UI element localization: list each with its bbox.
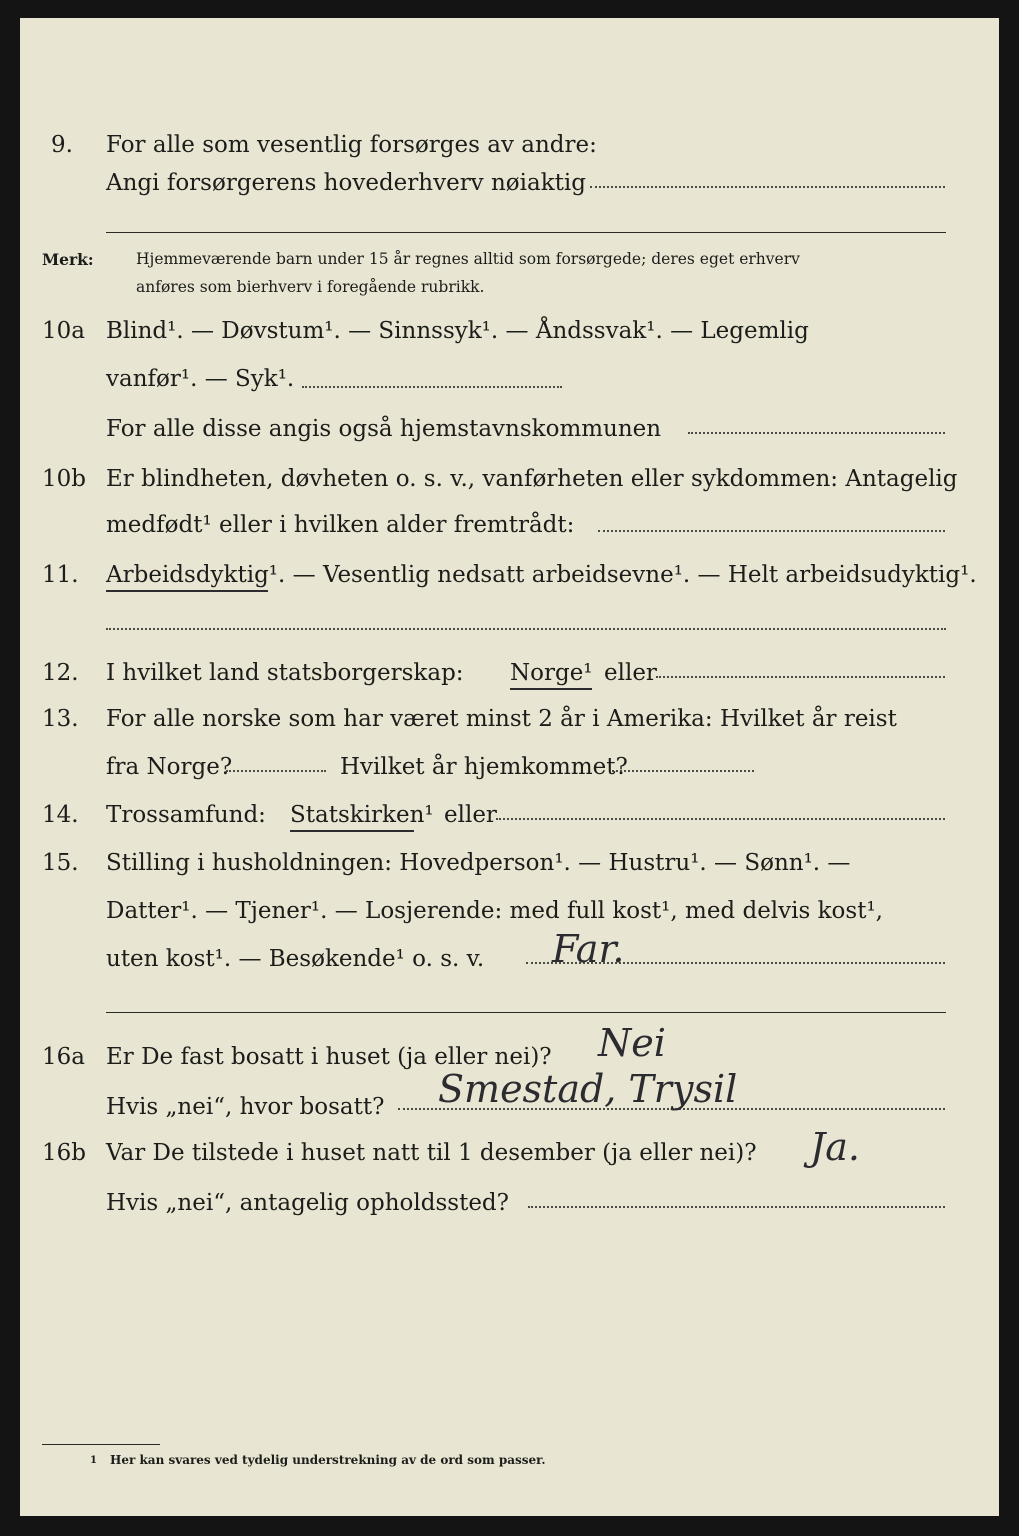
q9-line2: Angi forsørgerens hovederhverv nøiaktig	[106, 170, 586, 196]
q10a-hjemstavn-line[interactable]	[688, 432, 945, 434]
q13-reist-line[interactable]	[226, 770, 326, 772]
q10b-number: 10b	[42, 466, 86, 492]
footnote-text: Her kan svares ved tydelig understrekning av de ord som passer.	[110, 1453, 546, 1467]
q14-number: 14.	[42, 802, 79, 828]
q16a-number: 16a	[42, 1044, 85, 1070]
q15-number: 15.	[42, 850, 79, 876]
q13-line2b: Hvilket år hjemkommet?	[340, 754, 628, 780]
q15-separator	[106, 1012, 946, 1013]
q16b-number: 16b	[42, 1140, 86, 1166]
q11-answer-line[interactable]	[106, 628, 946, 630]
q10b-line2: medfødt¹ eller i hvilken alder fremtrådt:	[106, 512, 575, 538]
q10b-line1: Er blindheten, døvheten o. s. v., vanførheten eller sykdommen: Antagelig	[106, 466, 958, 492]
q14-handwritten-underline	[290, 830, 414, 832]
q14-answer-line[interactable]	[496, 818, 945, 820]
q16a-handwritten-answer2: Smestad, Trysil	[438, 1067, 738, 1111]
q9-separator	[106, 232, 946, 233]
q11-handwritten-underline	[106, 590, 268, 592]
q15-line3: uten kost¹. — Besøkende¹ o. s. v.	[106, 946, 485, 972]
q13-hjemkommet-line[interactable]	[612, 770, 754, 772]
q15-line1: Stilling i husholdningen: Hovedperson¹. — Hustru¹. — Sønn¹. —	[106, 850, 851, 876]
q12-text: I hvilket land statsborgerskap:	[106, 660, 464, 686]
merk-line2: anføres som bierhverv i foregående rubrikk.	[136, 278, 485, 296]
q12-eller: eller	[604, 660, 657, 686]
q13-line1: For alle norske som har været minst 2 år i Amerika: Hvilket år reist	[106, 706, 897, 732]
q11-line1: Arbeidsdyktig¹. — Vesentlig nedsatt arbeidsevne¹. — Helt arbeidsudyktig¹.	[106, 562, 977, 588]
q14-statskirken: Statskirken¹	[290, 802, 434, 828]
merk-line1: Hjemmeværende barn under 15 år regnes alltid som forsørgede; deres eget erhverv	[136, 250, 800, 268]
q16a-line1: Er De fast bosatt i huset (ja eller nei)?	[106, 1044, 552, 1070]
q13-number: 13.	[42, 706, 79, 732]
q16b-handwritten-answer1: Ja.	[810, 1125, 860, 1169]
q10a-number: 10a	[42, 318, 85, 344]
q9-number: 9.	[51, 132, 73, 158]
q11-number: 11.	[42, 562, 79, 588]
census-form-page	[20, 18, 999, 1516]
q12-answer-line[interactable]	[656, 676, 945, 678]
q14-eller: eller	[444, 802, 497, 828]
q10a-line3: For alle disse angis også hjemstavnskommunen	[106, 416, 662, 442]
q12-number: 12.	[42, 660, 79, 686]
q14-text: Trossamfund:	[106, 802, 266, 828]
q16a-handwritten-answer1: Nei	[598, 1021, 666, 1065]
q9-line1: For alle som vesentlig forsørges av andre:	[106, 132, 597, 158]
q13-line2a: fra Norge?	[106, 754, 233, 780]
q16b-line1: Var De tilstede i huset natt til 1 desember (ja eller nei)?	[106, 1140, 757, 1166]
q10a-line1: Blind¹. — Døvstum¹. — Sinnssyk¹. — Åndssvak¹. — Legemlig	[106, 318, 809, 344]
q12-norge: Norge¹	[510, 660, 593, 686]
q15-line2: Datter¹. — Tjener¹. — Losjerende: med full kost¹, med delvis kost¹,	[106, 898, 883, 924]
q10a-line2: vanfør¹. — Syk¹.	[106, 366, 295, 392]
q12-handwritten-underline	[510, 688, 592, 690]
merk-label: Merk:	[42, 250, 94, 269]
footnote-mark: 1	[90, 1455, 97, 1466]
footnote-rule	[42, 1444, 160, 1445]
q15-handwritten-answer: Far.	[552, 927, 625, 971]
q10b-answer-line[interactable]	[598, 530, 945, 532]
q16a-line2: Hvis „nei“, hvor bosatt?	[106, 1094, 385, 1120]
q9-answer-line[interactable]	[590, 186, 945, 188]
q16b-line2: Hvis „nei“, antagelig opholdssted?	[106, 1190, 509, 1216]
q16b-opholdssted-line[interactable]	[528, 1206, 945, 1208]
q10a-syk-line[interactable]	[302, 386, 562, 388]
